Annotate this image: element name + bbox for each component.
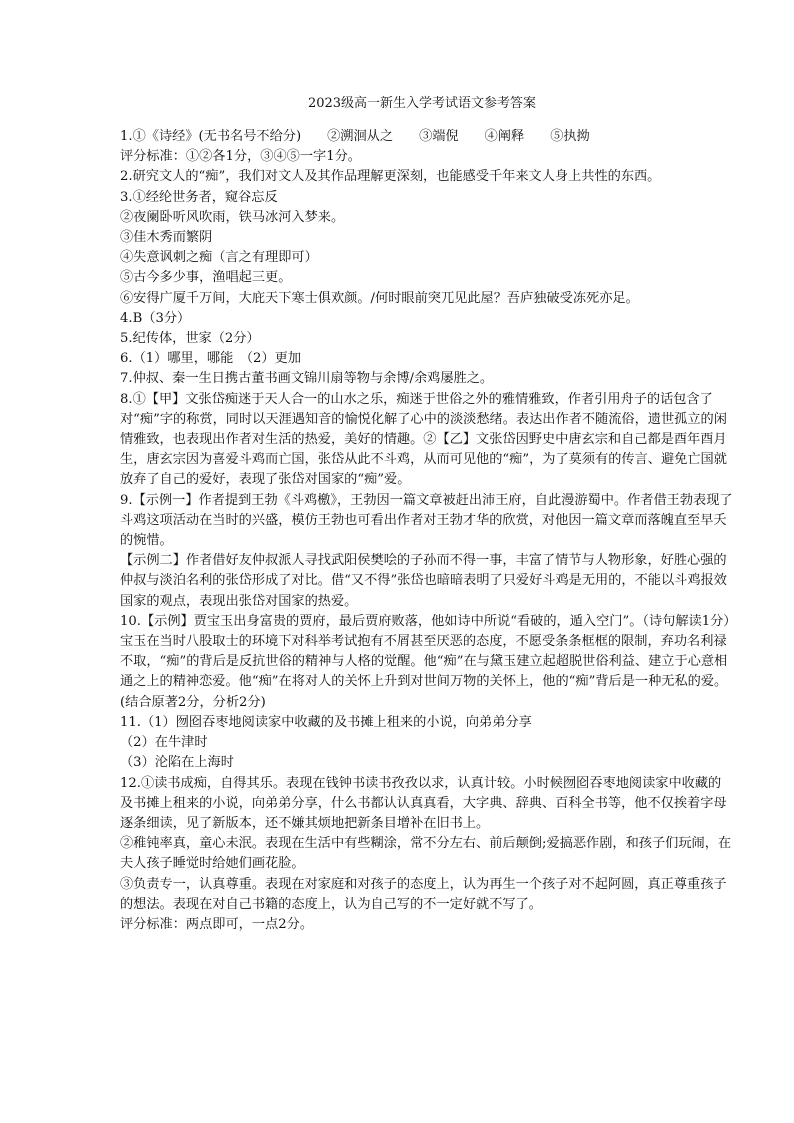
answer-5: 5.纪传体，世家（2分）	[120, 331, 260, 347]
answer-1-item: 1.①《诗经》(无书名号不给分)	[120, 129, 302, 144]
answer-7: 7.仲叔、秦一生日携古董书画文锦川扇等物与余博/余鸡屡胜之。	[120, 371, 494, 387]
answer-3-line: ⑤古今多少事，渔唱起三更。	[120, 270, 292, 286]
answer-8: 8.①【甲】文张岱痴迷于天人合一的山水之乐，痴迷于世俗之外的雅情雅致，作者引用舟子的话包含了对“痴”字的称赏，同时以天涯遇知音的愉悦化解了心中的淡淡愁绪。表达出作者不随流俗，遗世孤立的闲情雅致，也表现出作者对生活的热爱，美好的情趣。②【乙】文张岱因野史中唐玄宗和自己都是酉年酉月生，唐玄宗因为喜爱斗鸡而亡国，张岱从此不斗鸡，从而可见他的“痴”，为了莫须有的传言、避免亡国就放弃了自己的爱好，表现了张岱对国家的“痴”爱。	[120, 391, 727, 488]
answer-12-scoring: 评分标准：两点即可，一点2分。	[120, 916, 314, 932]
answer-3-line: ②夜阑卧听风吹雨，铁马冰河入梦来。	[120, 209, 345, 225]
answer-1-scoring: 评分标准：①②各1分，③④⑤一字1分。	[120, 149, 361, 165]
answer-3-line: ④失意讽刺之痴（言之有理即可）	[120, 250, 318, 266]
answer-11-line: 11.（1）囫囵吞枣地阅读家中收藏的及书摊上租来的小说，向弟弟分享	[120, 714, 532, 730]
answer-1-item: ⑤执拗	[550, 129, 590, 144]
answer-9-example: 【示例二】作者借好友仲叔派人寻找武阳侯樊哙的子孙而不得一事，丰富了情节与人物形象，好胜心强的仲叔与淡泊名利的张岱形成了对比。借“又不得”张岱也暗暗表明了只爱好斗鸡是无用的，不能以斗鸡报效国家的观点，表现出张岱对国家的热爱。	[120, 553, 727, 609]
answer-1	[120, 127, 734, 147]
answer-4: 4.B（3分）	[120, 310, 191, 326]
page-title: 2023级高一新生入学考试语文参考答案	[307, 96, 537, 111]
answer-3-line: ⑥安得广厦千万间，大庇天下寒士俱欢颜。/何时眼前突兀见此屋？吾庐独破受冻死亦足。	[120, 290, 639, 306]
answer-9-example: 9.【示例一】作者提到王勃《斗鸡檄》，王勃因一篇文章被赶出沛王府，自此漫游蜀中。作者借王勃表现了斗鸡这项活动在当时的兴盛，模仿王勃也可看出作者对王勃才华的欣赏，对他因一篇文章而落魄直至早夭的惋惜。	[120, 492, 733, 549]
answer-11-line: （3）沦陷在上海时	[120, 755, 234, 771]
answer-6: 6.（1）哪里，哪能 （2）更加	[120, 351, 302, 367]
answer-3-line: 3.①经纶世务者，窥谷忘反	[120, 189, 278, 205]
answer-10: 10.【示例】贾宝玉出身富贵的贾府，最后贾府败落，他如诗中所说“看破的，遁入空门”。（诗句解读1分）宝玉在当时八股取士的环境下对科举考试抱有不屑甚至厌恶的态度，不愿受条条框框的限制，弃功名利禄不取，“痴”的背后是反抗世俗的精神与人格的觉醒。他“痴”在与黛玉建立起超脱世俗利益、建立于心意相通之上的精神恋爱。他“痴”在将对人的关怀上升到对世间万物的关怀上，他的“痴”背后是一种无私的爱。(结合原著2分，分析2分)	[120, 613, 730, 710]
answer-1-item: ④阐释	[484, 129, 525, 144]
answer-12-line: ②稚钝率真，童心未泯。表现在生活中有些糊涂，常不分左右、前后颠倒;爱搞恶作剧，和孩子们玩闹，在夫人孩子睡觉时给她们画花脸。	[120, 836, 732, 872]
answer-1-item: ③端倪	[419, 129, 459, 144]
answer-2: 2.研究文人的“痴”，我们对文人及其作品理解更深刻，也能感受千年来文人身上共性的东西。	[120, 169, 661, 185]
answer-11-line: （2）在牛津时	[120, 735, 208, 751]
answer-3-line: ③佳木秀而繁阴	[120, 230, 213, 246]
answer-1-item: ②溯洄从之	[327, 129, 394, 144]
answer-12-line: ③负责专一，认真尊重。表现在对家庭和对孩子的态度上，认为再生一个孩子对不起阿圆，真正尊重孩子的想法。表现在对自己书籍的态度上，认为自己写的不一定好就不写了。	[120, 876, 727, 912]
answer-12-line: 12.①读书成痴，自得其乐。表现在钱钟书读书孜孜以求，认真计较。小时候囫囵吞枣地阅读家中收藏的及书摊上租来的小说，向弟弟分享，什么书都认认真真看，大字典、辞典、百科全书等，他不仅挨着字母逐条细读，见了新版本，还不嫌其烦地把新条目增补在旧书上。	[120, 775, 727, 831]
answer-list	[120, 127, 734, 935]
